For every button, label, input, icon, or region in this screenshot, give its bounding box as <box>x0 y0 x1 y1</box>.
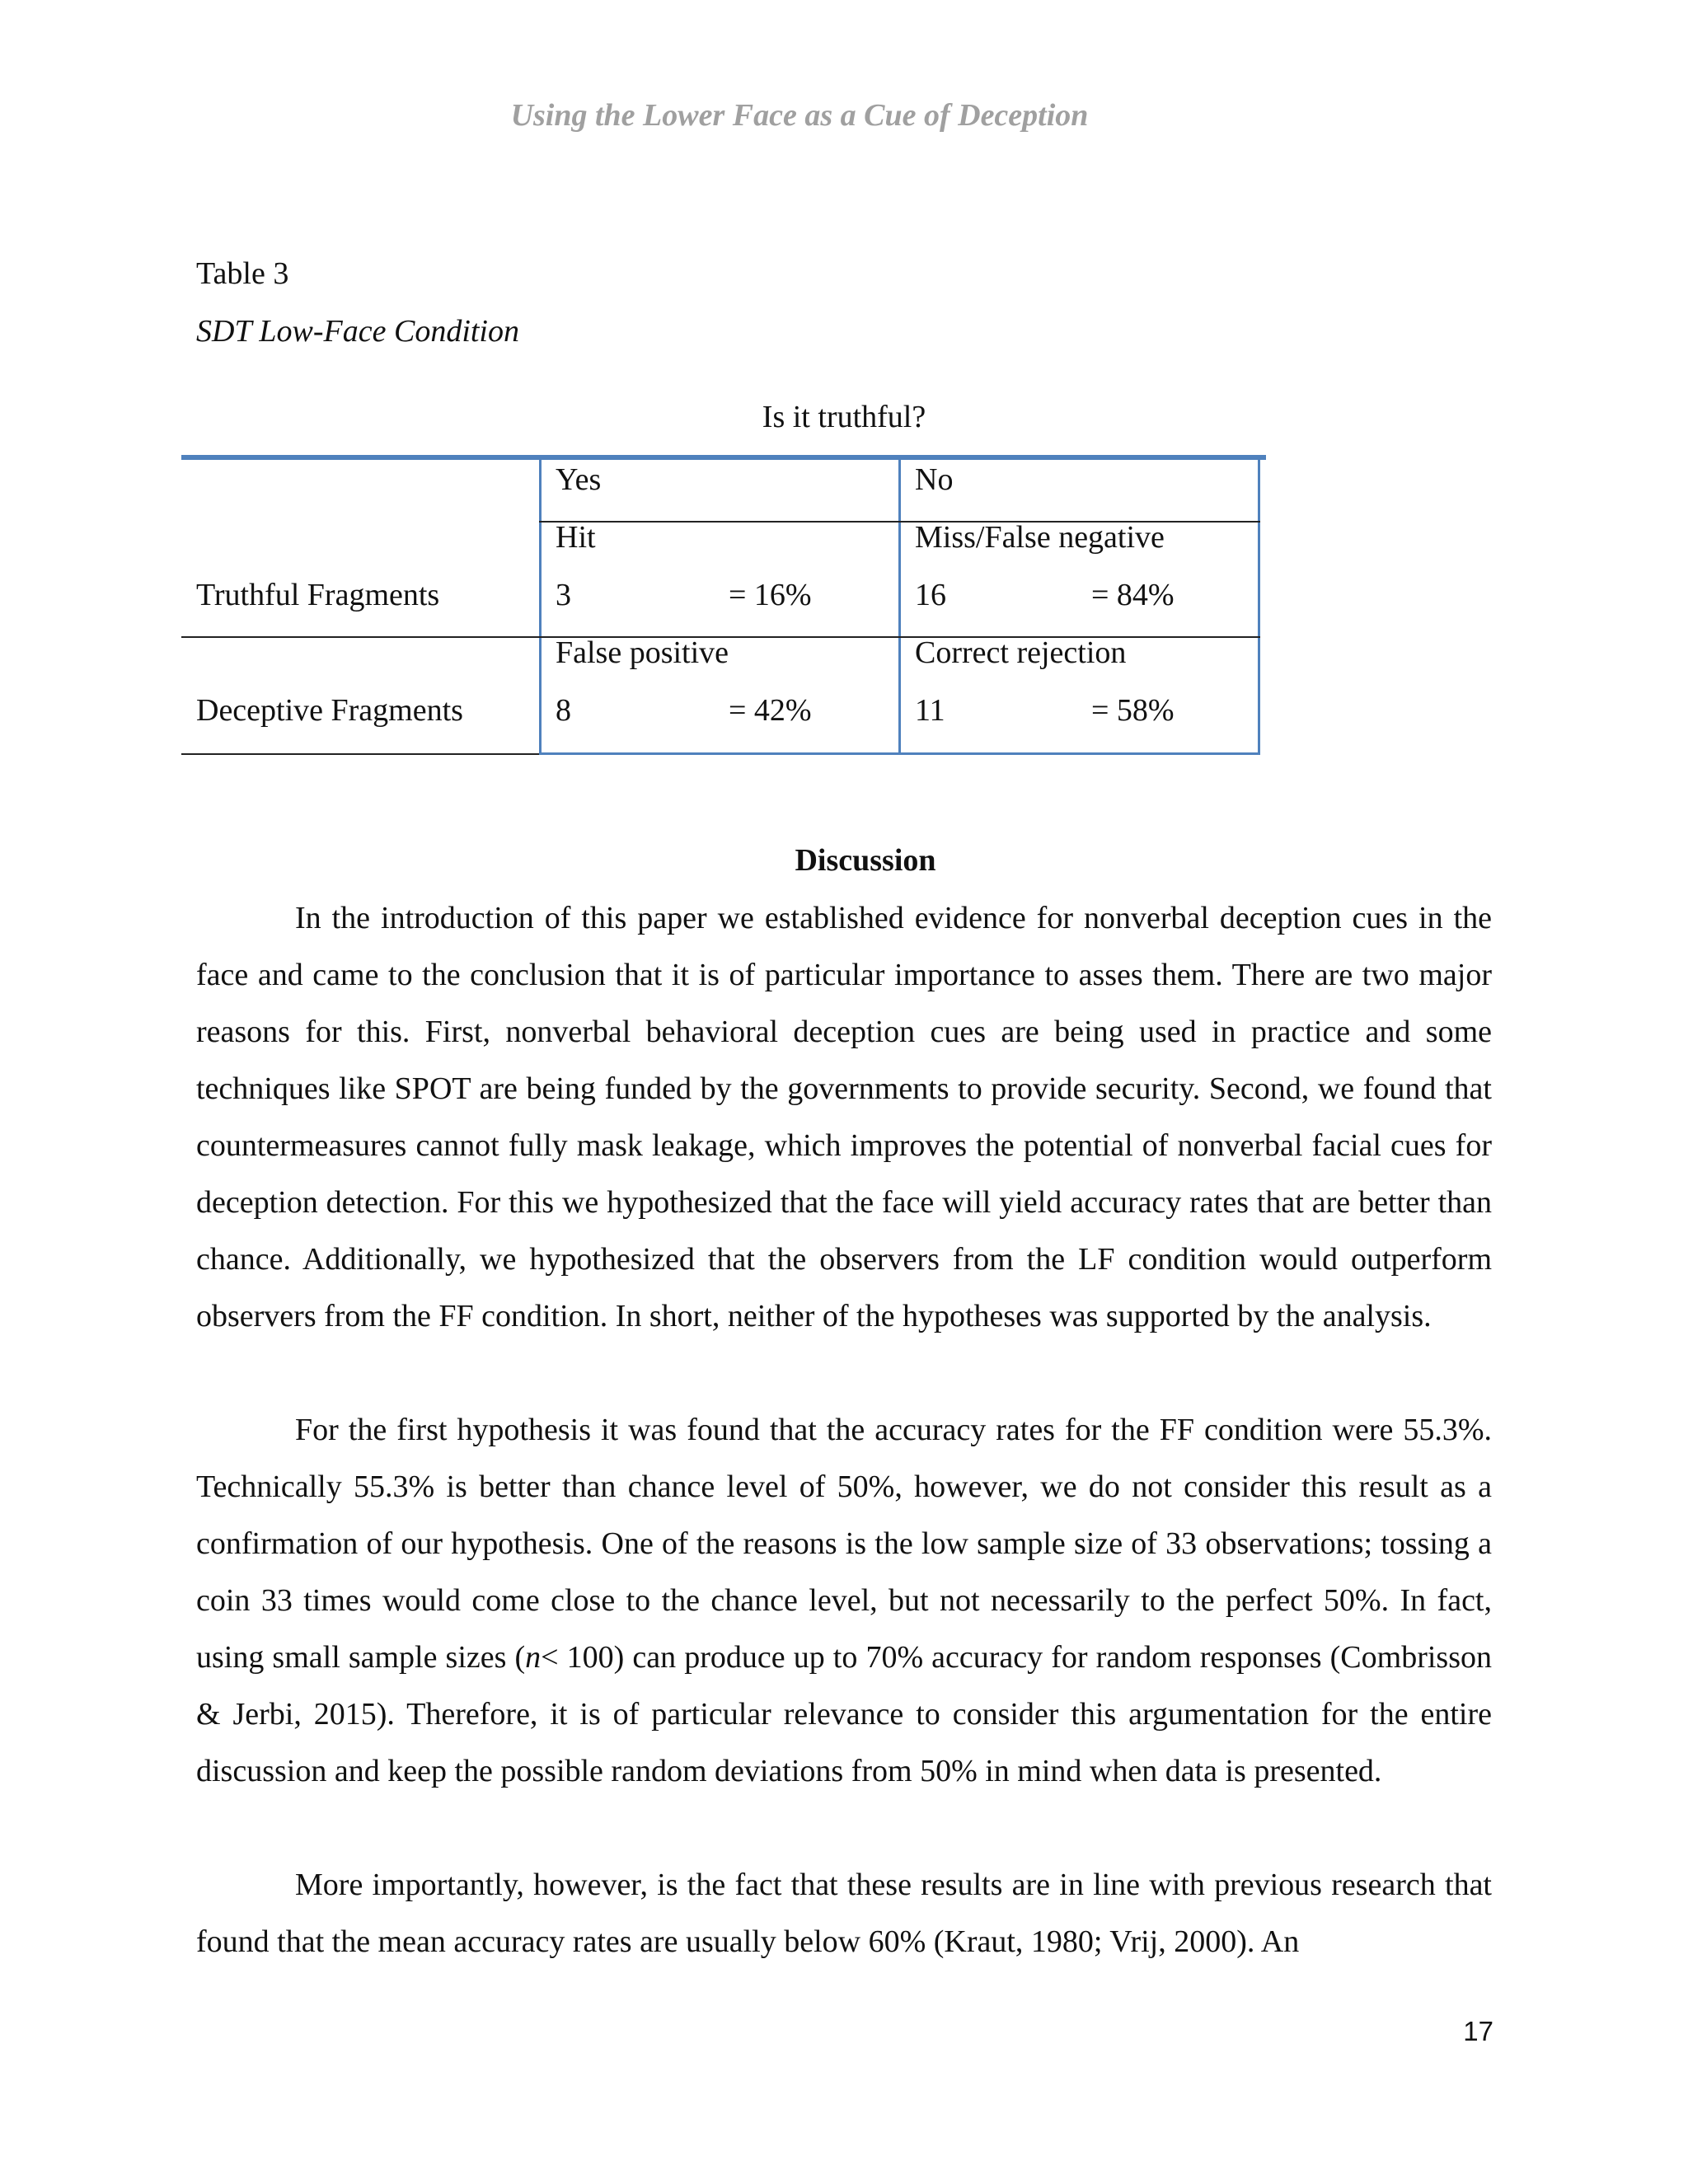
running-head: Using the Lower Face as a Cue of Deception <box>510 98 1089 133</box>
table-vline-mid <box>898 458 901 755</box>
cell-miss-label: Miss/False negative <box>915 520 1165 555</box>
table-hline-bottom-left <box>181 753 541 755</box>
paragraph-1: In the introduction of this paper we established evidence for nonverbal deception cues in the face and came to the conclusion that it is of particular importance to asses them. There are two major reasons for this. First, nonverbal behavioral deception cues are being used in practice and some techniques like SPOT are being funded by the governments to provide security. Second, we found that countermeasures cannot fully mask leakage, which improves the potential of nonverbal facial cues for deception detection. For this we hypothesized that the face will yield accuracy rates that are better than chance. Additionally, we hypothesized that the observers from the LF condition would outperform observers from the FF condition. In short, neither of the hypotheses was supported by the analysis. <box>196 901 1492 1333</box>
paragraph-2-part-2: < 100) can produce up to 70% accuracy for random responses (Combrisson & Jerbi, 2015). Therefore, it is of particular relevance to consider this argumentation for the entire discussion and keep the possible random deviations from 50% in mind when data is presented. <box>196 1640 1492 1788</box>
table-vline-left <box>539 458 542 755</box>
cell-miss-count: 16 <box>915 578 946 612</box>
table-caption: SDT Low-Face Condition <box>196 314 519 349</box>
cell-miss-pct: = 84% <box>1091 578 1175 612</box>
section-title: Discussion <box>795 843 936 878</box>
table-top-rule <box>181 455 1266 460</box>
cell-correct-rejection-count: 11 <box>915 693 945 728</box>
col-header-yes: Yes <box>556 462 602 497</box>
paragraph-2-part-1: For the first hypothesis it was found that the accuracy rates for the FF condition were 55.3%. Technically 55.3% is better than chance level of 50%, however, we do not consider this result as a confirmation of our hypothesis. One of the reasons is the low sample size of 33 observations; tossing a coin 33 times would come close to the chance level, but not necessarily to the perfect 50%. In fact, using small sample sizes ( <box>196 1413 1492 1675</box>
table-column-header: Is it truthful? <box>762 400 926 434</box>
cell-false-positive-count: 8 <box>556 693 571 728</box>
cell-hit-count: 3 <box>556 578 571 612</box>
paragraph-2 <box>196 1402 1492 1800</box>
cell-false-positive-label: False positive <box>556 635 729 670</box>
cell-correct-rejection-label: Correct rejection <box>915 635 1127 670</box>
table-vline-right <box>1258 458 1260 755</box>
table-label: Table 3 <box>196 256 289 291</box>
col-header-no: No <box>915 462 954 497</box>
row-label-deceptive: Deceptive Fragments <box>196 693 463 728</box>
paragraph-2-italic-n: n <box>525 1640 542 1675</box>
paragraph-3: More importantly, however, is the fact that these results are in line with previous research that found that the mean accuracy rates are usually below 60% (Kraut, 1980; Vrij, 2000). An <box>196 1868 1492 1959</box>
cell-hit-label: Hit <box>556 520 596 555</box>
sdt-table <box>181 455 1266 755</box>
table-hline-bottom-right <box>539 752 1260 755</box>
cell-false-positive-pct: = 42% <box>729 693 812 728</box>
cell-hit-pct: = 16% <box>729 578 812 612</box>
page-number: 17 <box>1463 2016 1493 2046</box>
cell-correct-rejection-pct: = 58% <box>1091 693 1175 728</box>
row-label-truthful: Truthful Fragments <box>196 578 440 612</box>
